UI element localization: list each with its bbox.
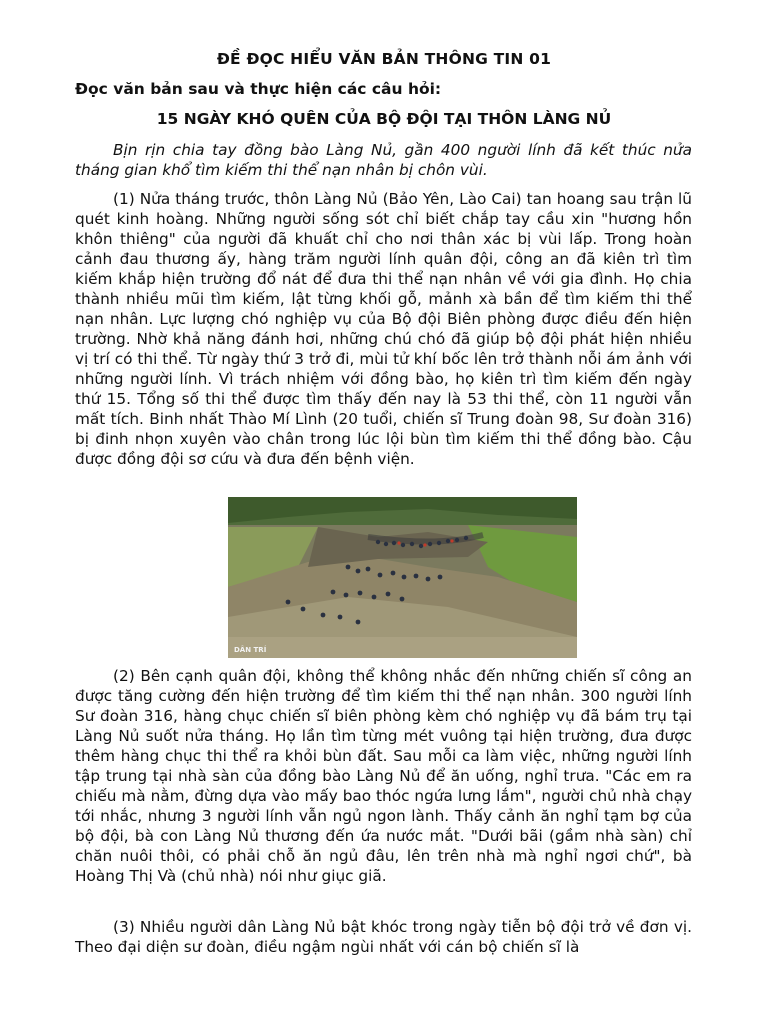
paragraph-2: (2) Bên cạnh quân đội, không thể không nhắc đến những chiến sĩ công an được tăng cường đến hiện trường để tìm kiếm thi thể nạn nhân. 300 người lính Sư đoàn 316, hàng chục chiến sĩ biên phòng kèm chó nghiệp vụ đã bám trụ tại Làng Nủ suốt nửa tháng. Họ lần tìm từng mét vuông tại hiện trường, đưa được thêm hàng chục thi thể ra khỏi bùn đất. Sau mỗi ca làm việc, những người lính tập trung tại nhà sàn của đồng bào Làng Nủ để ăn uống, nghỉ trưa. "Các em ra chiếu mà nằm, đừng dựa vào mấy bao thóc ngứa lưng lắm", người chủ nhà chạy tới nhắc, nhưng 3 người lính vẫn ngủ ngon lành. Thấy cảnh ăn nghỉ tạm bợ của bộ đội, bà con Làng Nủ thương đến ứa nước mắt. "Dưới bãi (gầm nhà sàn) chỉ chăn nuôi thôi, có phải chỗ ăn ngủ đâu, lên trên nhà mà nghỉ ngơi chứ", bà Hoàng Thị Và (chủ nhà) nói như giục giã. <box>75 667 692 885</box>
article-title: 15 NGÀY KHÓ QUÊN CỦA BỘ ĐỘI TẠI THÔN LÀNG NỦ <box>156 110 612 128</box>
photo-watermark: DÂN TRÍ <box>234 646 267 654</box>
paragraph-3: (3) Nhiều người dân Làng Nủ bật khóc trong ngày tiễn bộ đội trở về đơn vị. Theo đại diện sư đoàn, điều ngậm ngùi nhất với cán bộ chiến sĩ là <box>75 918 692 956</box>
rescue-photo-illustration <box>228 497 577 658</box>
article-lead: Bịn rịn chia tay đồng bào Làng Nủ, gần 400 người lính đã kết thúc nửa tháng gian khổ tìm kiếm thi thể nạn nhân bị chôn vùi. <box>75 141 692 179</box>
instruction-text: Đọc văn bản sau và thực hiện các câu hỏi: <box>75 80 442 98</box>
document-title: ĐỀ ĐỌC HIỂU VĂN BẢN THÔNG TIN 01 <box>216 50 552 68</box>
paragraph-1: (1) Nửa tháng trước, thôn Làng Nủ (Bảo Yên, Lào Cai) tan hoang sau trận lũ quét kinh hoàng. Những người sống sót chỉ biết chắp tay cầu xin "hương hồn khôn thiêng" của người đã khuất chỉ cho nơi thân xác bị vùi lấp. Trong hoàn cảnh đau thương ấy, hàng trăm người lính quân đội, công an đã kiên trì tìm kiếm khắp hiện trường đổ nát để đưa thi thể nạn nhân về với gia đình. Họ chia thành nhiều mũi tìm kiếm, lật từng khối gỗ, mảnh xà bần để tìm kiếm thi thể nạn nhân. Lực lượng chó nghiệp vụ của Bộ đội Biên phòng được điều đến hiện trường. Nhờ khả năng đánh hơi, những chú chó đã giúp bộ đội phát hiện nhiều vị trí có thi thể. Từ ngày thứ 3 trở đi, mùi tử khí bốc lên trở thành nỗi ám ảnh với những người lính. Vì trách nhiệm với đồng bào, họ kiên trì tìm kiếm đến ngày thứ 15. Tổng số thi thể được tìm thấy đến nay là 53 thi thể, còn 11 người vẫn mất tích. Binh nhất Thào Mí Lình (20 tuổi, chiến sĩ Trung đoàn 98, Sư đoàn 316) bị đinh nhọn xuyên vào chân trong lúc lội bùn tìm kiếm thi thể đồng bào. Cậu được đồng đội sơ cứu và đưa đến bệnh viện. <box>75 190 692 468</box>
rescue-photo <box>228 497 577 658</box>
